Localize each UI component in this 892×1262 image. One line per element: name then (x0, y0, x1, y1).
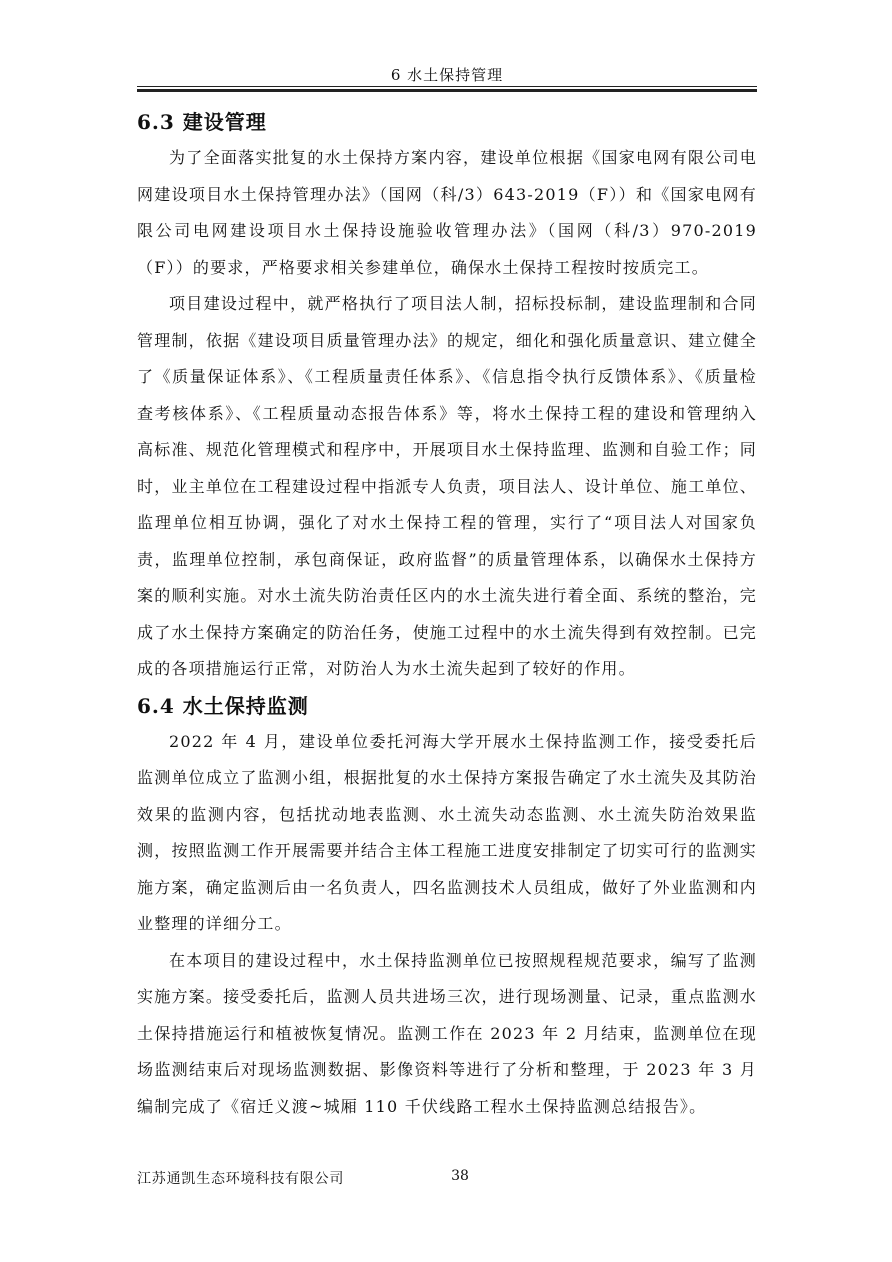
footer-company-name: 江苏通凯生态环境科技有限公司 (137, 1171, 345, 1187)
section-heading-soil-monitoring: 6.4 水土保持监测 (137, 693, 309, 718)
header-divider-thin (137, 86, 757, 87)
paragraph: 为了全面落实批复的水土保持方案内容，建设单位根据《国家电网有限公司电网建设项目水土保持管理办法》（国网（科/3）643-2019（F））和《国家电网有限公司电网建设项目水土保持设施验收管理办法》（国网（科/3）970-2019（F））的要求，严格要求相关参建单位，确保水土保持工程按时按质完工。 (137, 148, 757, 277)
header-divider-thick (137, 89, 757, 92)
paragraph: 2022 年 4 月，建设单位委托河海大学开展水土保持监测工作，接受委托后监测单位成立了监测小组，根据批复的水土保持方案报告确定了水土流失及其防治效果的监测内容，包括扰动地表监测、水土流失动态监测、水土流失防治效果监测，按照监测工作开展需要并结合主体工程施工进度安排制定了切实可行的监测实施方案，确定监测后由一名负责人，四名监测技术人员组成，做好了外业监测和内业整理的详细分工。 (137, 731, 757, 933)
paragraph: 项目建设过程中，就严格执行了项目法人制，招标投标制，建设监理制和合同管理制，依据《建设项目质量管理办法》的规定，细化和强化质量意识、建立健全了《质量保证体系》、《工程质量责任体系》、《信息指令执行反馈体系》、《质量检查考核体系》、《工程质量动态报告体系》等，将水土保持工程的建设和管理纳入高标准、规范化管理模式和程序中，开展项目水土保持监理、监测和自验工作；同时，业主单位在工程建设过程中指派专人负责，项目法人、设计单位、施工单位、监理单位相互协调，强化了对水土保持工程的管理，实行了“项目法人对国家负责，监理单位控制，承包商保证，政府监督”的质量管理体系，以确保水土保持方案的顺利实施。对水土流失防治责任区内的水土流失进行着全面、系统的整治，完成了水土保持方案确定的防治任务，使施工过程中的水土流失得到有效控制。已完成的各项措施运行正常，对防治人为水土流失起到了较好的作用。 (137, 294, 757, 678)
main-content (137, 104, 757, 1125)
paragraph: 在本项目的建设过程中，水土保持监测单位已按照规程规范要求，编写了监测实施方案。接受委托后，监测人员共进场三次，进行现场测量、记录，重点监测水土保持措施运行和植被恢复情况。监测工作在 2023 年 2 月结束，监测单位在现场监测结束后对现场监测数据、影像资料等进行了分析和整理，于 2023 年 3 月编制完成了《宿迁义渡~城厢 110 千伏线路工程水土保持监测总结报告》。 (137, 950, 757, 1116)
running-header: 6 水土保持管理 (390, 66, 504, 84)
page-number: 38 (451, 1168, 469, 1184)
section-heading-construction-management: 6.3 建设管理 (137, 110, 267, 134)
